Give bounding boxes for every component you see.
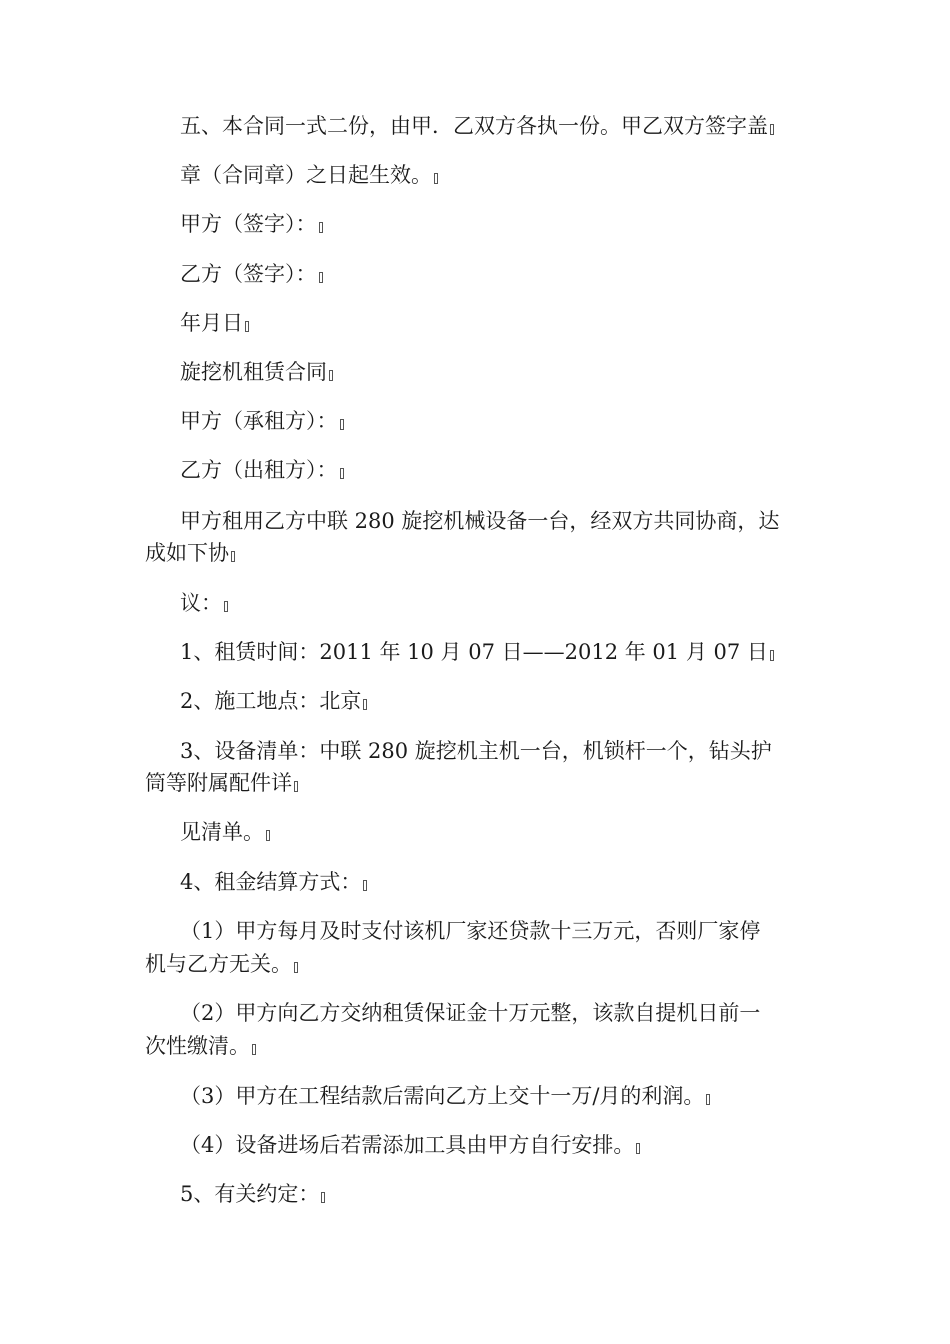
preamble-line-2 — [145, 540, 235, 567]
paragraph-mark-icon — [294, 962, 298, 973]
text: 甲方（签字）： — [180, 212, 317, 236]
paragraph-mark-icon — [319, 272, 323, 283]
text: 5、有关约定： — [180, 1182, 320, 1206]
term-2-location — [180, 688, 367, 715]
text: 成如下协 — [145, 541, 229, 565]
text: （4）设备进场后若需添加工具由甲方自行安排。 — [180, 1133, 635, 1157]
text: 1、租赁时间：2011 年 10 月 07 日——2012 年 01 月 07 日 — [180, 640, 768, 664]
term-4-item-2-line-2 — [145, 1033, 256, 1060]
text: 乙方（出租方）： — [180, 458, 338, 482]
text: 五、本合同一式二份，由甲．乙双方各执一份。甲乙双方签字盖 — [180, 114, 768, 138]
term-5-agreements — [180, 1181, 325, 1208]
term-4-settlement — [180, 869, 367, 896]
text: （1）甲方每月及时支付该机厂家还贷款十三万元，否则厂家停 — [180, 919, 761, 943]
contract-title — [180, 359, 333, 386]
text: 次性缴清。 — [145, 1034, 250, 1058]
paragraph-mark-icon — [340, 419, 344, 430]
paragraph-mark-icon — [266, 830, 270, 841]
party-b-signature — [180, 261, 323, 288]
paragraph-mark-icon — [231, 551, 235, 562]
paragraph-mark-icon — [321, 1192, 325, 1203]
text: 甲方租用乙方中联 280 旋挖机械设备一台，经双方共同协商，达 — [180, 509, 780, 533]
preamble-line-3 — [180, 590, 228, 617]
term-3-equipment-line-1 — [180, 738, 772, 765]
text: 年月日 — [180, 311, 243, 335]
date-line — [180, 310, 249, 337]
lessee-line — [180, 408, 344, 435]
text: 2、施工地点：北京 — [180, 689, 362, 713]
term-3-equipment-line-2 — [145, 770, 298, 797]
paragraph-mark-icon — [319, 222, 323, 233]
text: 乙方（签字）： — [180, 262, 317, 286]
clause-5-line-2 — [180, 162, 438, 189]
clause-5-line-1 — [180, 113, 774, 140]
paragraph-mark-icon — [636, 1143, 640, 1154]
term-1-lease-period — [180, 639, 774, 666]
paragraph-mark-icon — [434, 173, 438, 184]
paragraph-mark-icon — [340, 468, 344, 479]
paragraph-mark-icon — [363, 699, 367, 710]
paragraph-mark-icon — [770, 650, 774, 661]
term-4-item-4 — [180, 1132, 640, 1159]
paragraph-mark-icon — [245, 321, 249, 332]
text: 机与乙方无关。 — [145, 952, 292, 976]
term-4-item-1-line-1 — [180, 918, 760, 945]
text: （2）甲方向乙方交纳租赁保证金十万元整，该款自提机日前一 — [180, 1001, 761, 1025]
paragraph-mark-icon — [252, 1044, 256, 1055]
paragraph-mark-icon — [363, 880, 367, 891]
term-4-item-2-line-1 — [180, 1000, 760, 1027]
text: 4、租金结算方式： — [180, 870, 362, 894]
text: （3）甲方在工程结款后需向乙方上交十一万/月的利润。 — [180, 1084, 705, 1108]
paragraph-mark-icon — [770, 124, 774, 135]
paragraph-mark-icon — [706, 1094, 710, 1105]
text: 议： — [180, 591, 222, 615]
paragraph-mark-icon — [224, 601, 228, 612]
lessor-line — [180, 457, 344, 484]
text: 见清单。 — [180, 820, 264, 844]
preamble-line-1 — [180, 508, 779, 535]
text: 甲方（承租方）： — [180, 409, 338, 433]
term-3-equipment-line-3 — [180, 819, 270, 846]
term-4-item-3 — [180, 1083, 710, 1110]
term-4-item-1-line-2 — [145, 951, 298, 978]
text: 章（合同章）之日起生效。 — [180, 163, 432, 187]
party-a-signature — [180, 211, 323, 238]
paragraph-mark-icon — [329, 370, 333, 381]
paragraph-mark-icon — [294, 781, 298, 792]
text: 旋挖机租赁合同 — [180, 360, 327, 384]
text: 3、设备清单：中联 280 旋挖机主机一台，机锁杆一个，钻头护 — [180, 739, 772, 763]
text: 筒等附属配件详 — [145, 771, 292, 795]
